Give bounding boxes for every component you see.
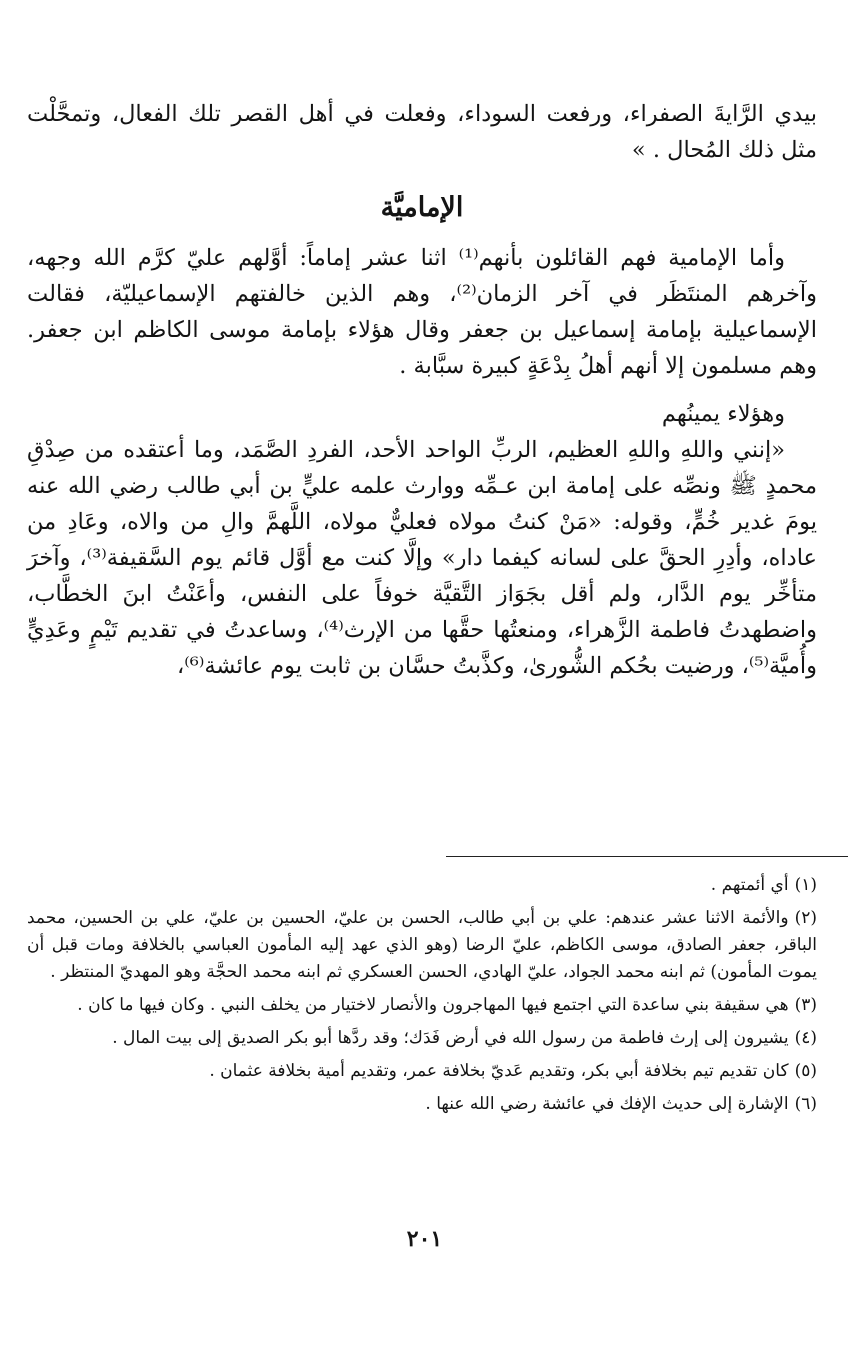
footnote-6 <box>27 1091 817 1118</box>
page-number: ٢٠١ <box>406 1226 443 1252</box>
footnote-text: أي أئمتهم . <box>710 875 789 895</box>
footnote-number: (٤) <box>794 1028 817 1048</box>
intro-paragraph: بيدي الرَّايةَ الصفراء، ورفعت السوداء، وفعلت في أهل القصر تلك الفعال، وتمحَّلْت مثل ذلك المُحال . » <box>27 101 817 163</box>
footnote-separator <box>446 856 848 857</box>
footnote-text: والأئمة الاثنا عشر عندهم: علي بن أبي طالب، الحسن بن عليّ، الحسين بن عليّ، علي بن الحسين، محمد الباقر، جعفر الصادق، موسى الكاظم، عليّ الرضا (وهو الذي عهد إليه المأمون العباسي بالخلافة ومات قبل أن يموت المأمون) ثم ابنه محمد الجواد، عليّ الهادي، الحسن العسكري ثم ابنه محمد الحجَّة وهو المهديّ المنتظر . <box>27 908 817 982</box>
footnote-number: (١) <box>794 875 817 895</box>
main-text <box>27 96 817 684</box>
footnote-2 <box>27 905 817 986</box>
footnote-4 <box>27 1025 817 1052</box>
footnote-text: كان تقديم تيم بخلافة أبي بكر، وتقديم عَديّ بخلافة عمر، وتقديم أمية بخلافة عثمان . <box>209 1061 789 1081</box>
oath-paragraph: «إنني واللهِ واللهِ العظيم، الربِّ الواحد الأحد، الفردِ الصَّمَد، وما أعتقده من صِدْقِ محمدٍ ﷺ ونصِّه على إمامة ابن عـمِّه ووارث علمه عليٍّ بن أبي طالب رضي الله عنه يومَ غدير خُمٍّ، وقوله: «مَنْ كنتُ مولاه فعليٌّ مولاه، اللَّهمَّ والِ من والاه، وعَادِ من عاداه، وأدِرِ الحقَّ على لسانه كيفما دار» وإلَّا كنت مع أوَّل قائم يوم السَّقيفة⁽³⁾، وآخرَ متأخِّر يوم الدَّار، ولم أقل بجَوَاز التَّقيَّة خوفاً على النفس، وأعَنْتُ ابنَ الخطَّاب، واضطهدتُ فاطمة الزَّهراء، ومنعتُها حقَّها من الإرث⁽⁴⁾، وساعدتُ في تقديم تَيْمٍ وعَدِيٍّ وأُميَّة⁽⁵⁾، ورضيت بحُكم الشُّورىٰ، وكذَّبتُ حسَّان بن ثابت يوم عائشة⁽⁶⁾، <box>27 437 817 679</box>
footnote-3 <box>27 992 817 1019</box>
footnote-5 <box>27 1058 817 1085</box>
footnote-number: (٦) <box>794 1094 817 1114</box>
footnote-text: هي سقيفة بني ساعدة التي اجتمع فيها المهاجرون والأنصار لاختيار من يخلف النبي . وكان فيها ما كان . <box>77 995 789 1015</box>
footnote-number: (٣) <box>794 995 817 1015</box>
footnote-1 <box>27 872 817 899</box>
oath-intro: وهؤلاء يمينُهم <box>661 401 785 427</box>
footnote-number: (٢) <box>794 908 817 928</box>
footnote-text: الإشارة إلى حديث الإفك في عائشة رضي الله عنها . <box>425 1094 789 1114</box>
section-heading: الإماميَّة <box>380 192 464 223</box>
footnotes <box>27 872 817 1124</box>
imamiyya-paragraph: وأما الإمامية فهم القائلون بأنهم⁽¹⁾ اثنا عشر إماماً: أوَّلهم عليّ كرَّم الله وجهه، وآخرهم المنتَظَر في آخر الزمان⁽²⁾، وهم الذين خالفتهم الإسماعيليّة، فقالت الإسماعيلية بإمامة إسماعيل بن جعفر وقال هؤلاء بإمامة موسى الكاظم ابن جعفر. وهم مسلمون إلا أنهم أهلُ بِدْعَةٍ كبيرة سبَّابة . <box>27 245 818 379</box>
footnote-number: (٥) <box>794 1061 817 1081</box>
footnote-text: يشيرون إلى إرث فاطمة من رسول الله في أرض فَدَك؛ وقد ردَّها أبو بكر الصديق إلى بيت المال . <box>112 1028 789 1048</box>
